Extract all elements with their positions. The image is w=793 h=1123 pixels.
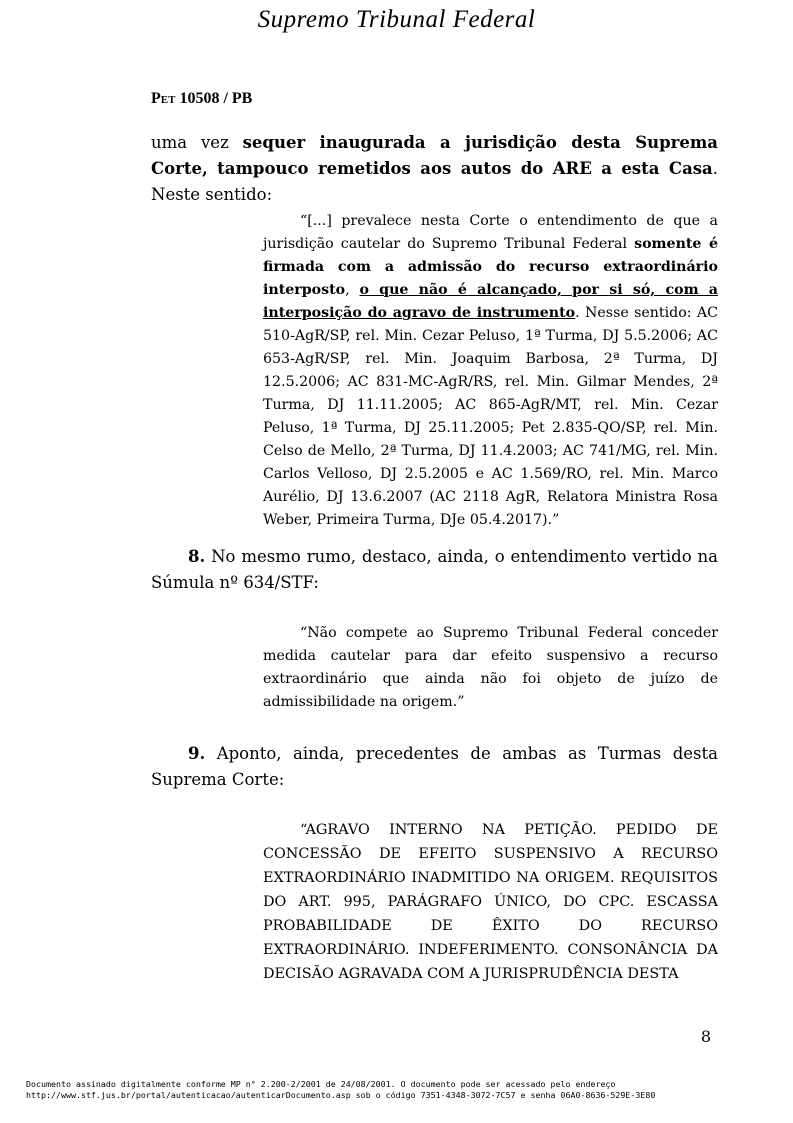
quote1-text-b: , [345,282,360,298]
case-identifier: Pet 10508 / PB [151,90,253,107]
footer-line-1: Documento assinado digitalmente conforme MP n° 2.200-2/2001 de 24/08/2001. O documento pode ser acessado pelo endereço [26,1079,616,1089]
quote3-text: “AGRAVO INTERNO NA PETIÇÃO. PEDIDO DE CONCESSÃO DE EFEITO SUSPENSIVO A RECURSO EXTRAORDINÁRIO INADMITIDO NA ORIGEM. REQUISITOS DO ART. 995, PARÁGRAFO ÚNICO, DO CPC. ESCASSA PROBABILIDADE DE ÊXITO DO RECURSO EXTRAORDINÁRIO. INDEFERIMENTO. CONSONÂNCIA DA DECISÃO AGRAVADA COM A JURISPRUDÊNCIA DESTA [263,822,718,982]
intro-text: uma vez [151,133,243,152]
paragraph-8-text: No mesmo rumo, destaco, ainda, o entendimento vertido na Súmula nº 634/STF: [151,547,718,592]
paragraph-9-text: Aponto, ainda, precedentes de ambas as Turmas desta Suprema Corte: [151,744,718,789]
paragraph-9-number: 9. [188,744,206,763]
quote-sumula [263,622,718,714]
paragraph-8-number: 8. [188,547,206,566]
quote-jurisprudence [263,210,718,532]
quote1-bold: somente é firmada com a admissão do recurso extraordinário interposto [263,236,718,298]
intro-bold: sequer inaugurada a jurisdição desta Suprema Corte, tampouco remetidos aos autos do ARE a esta Casa [151,133,718,178]
intro-tail: . Neste sentido: [151,159,718,204]
quote-precedent [263,818,718,986]
paragraph-8 [151,544,718,596]
quote2-text: “Não compete ao Supremo Tribunal Federal conceder medida cautelar para dar efeito suspensivo a recurso extraordinário que ainda não foi objeto de juízo de admissibilidade na origem.” [263,625,718,710]
paragraph-intro [151,130,718,208]
footer-line-2: http://www.stf.jus.br/portal/autenticacao/autenticarDocumento.asp sob o código 7351-4348-3072-7C57 e senha 06A0-8636-529E-3E80 [26,1090,656,1100]
quote1-text-c: . Nesse sentido: AC 510-AgR/SP, rel. Min. Cezar Peluso, 1ª Turma, DJ 5.5.2006; AC 653-AgR/SP, rel. Min. Joaquim Barbosa, 2ª Turma, DJ 12.5.2006; AC 831-MC-AgR/RS, rel. Min. Gilmar Mendes, 2ª Turma, DJ 11.11.2005; AC 865-AgR/MT, rel. Min. Cezar Peluso, 1ª Turma, DJ 25.11.2005; Pet 2.835-QO/SP, rel. Min. Celso de Mello, 2ª Turma, DJ 11.4.2003; AC 741/MG, rel. Min. Carlos Velloso, DJ 2.5.2005 e AC 1.569/RO, rel. Min. Marco Aurélio, DJ 13.6.2007 (AC 2118 AgR, Relatora Ministra Rosa Weber, Primeira Turma, DJe 05.4.2017).” [263,305,718,528]
paragraph-9 [151,741,718,793]
court-title: Supremo Tribunal Federal [257,6,536,33]
footer-signature-notice [26,1079,655,1101]
quote1-bold-underlined: o que não é alcançado, por si só, com a interposição do agravo de instrumento [263,282,718,321]
page-number: 8 [700,1027,711,1046]
quote1-text-a: “[...] prevalece nesta Corte o entendimento de que a jurisdição cautelar do Supremo Tribunal Federal [263,213,718,252]
